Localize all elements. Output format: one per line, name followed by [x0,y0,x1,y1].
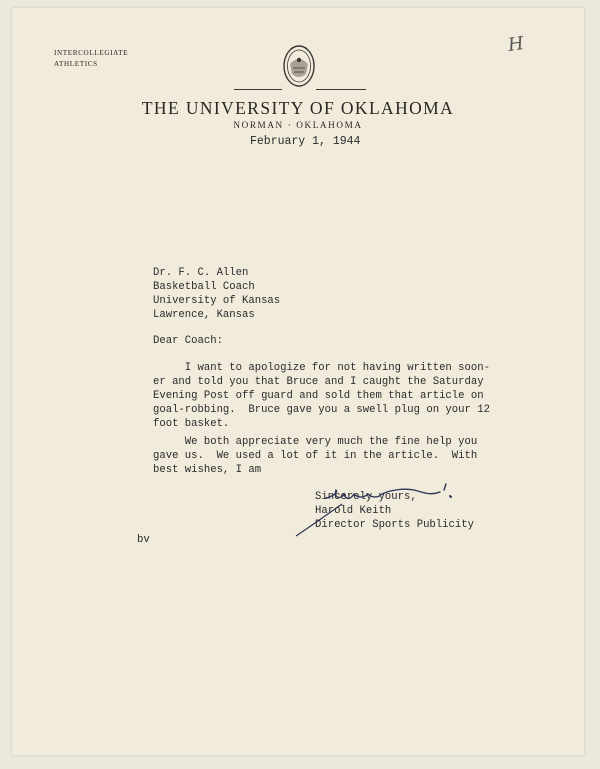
typist-initials: bv [137,534,150,546]
body-p1-line-4: goal-robbing. Bruce gave you a swell plug on your 12 [153,404,490,416]
salutation: Dear Coach: [153,335,223,347]
signature-name: Harold Keith [315,505,392,517]
body-p1-line-1: I want to apologize for not having written soon- [153,362,490,374]
letter-date: February 1, 1944 [250,135,361,148]
pencil-annotation: H [506,33,526,56]
letter-page [12,8,584,755]
body-p2-line-1: We both appreciate very much the fine help you [153,436,478,448]
recipient-line-4: Lawrence, Kansas [153,309,255,321]
department-label [54,48,128,70]
body-p2-line-2: gave us. We used a lot of it in the article. With [153,450,478,462]
letterhead-rule-right [316,89,366,90]
university-city: NORMAN · OKLAHOMA [233,120,363,130]
body-p1-line-3: Evening Post off guard and sold them that article on [153,390,484,402]
university-seal-icon [282,44,316,93]
letterhead-rule-left [234,89,282,90]
department-line-1: INTERCOLLEGIATE [54,49,129,57]
department-line-2: ATHLETICS [54,60,98,68]
signature-title: Director Sports Publicity [315,519,474,531]
recipient-line-1: Dr. F. C. Allen [153,267,249,279]
recipient-line-3: University of Kansas [153,295,281,307]
closing: Sincerely yours, [315,491,417,503]
body-p1-line-5: foot basket. [153,418,230,430]
university-name: THE UNIVERSITY OF OKLAHOMA [141,98,455,118]
body-p2-line-3: best wishes, I am [153,464,262,476]
body-p1-line-2: er and told you that Bruce and I caught the Saturday [153,376,484,388]
recipient-line-2: Basketball Coach [153,281,255,293]
